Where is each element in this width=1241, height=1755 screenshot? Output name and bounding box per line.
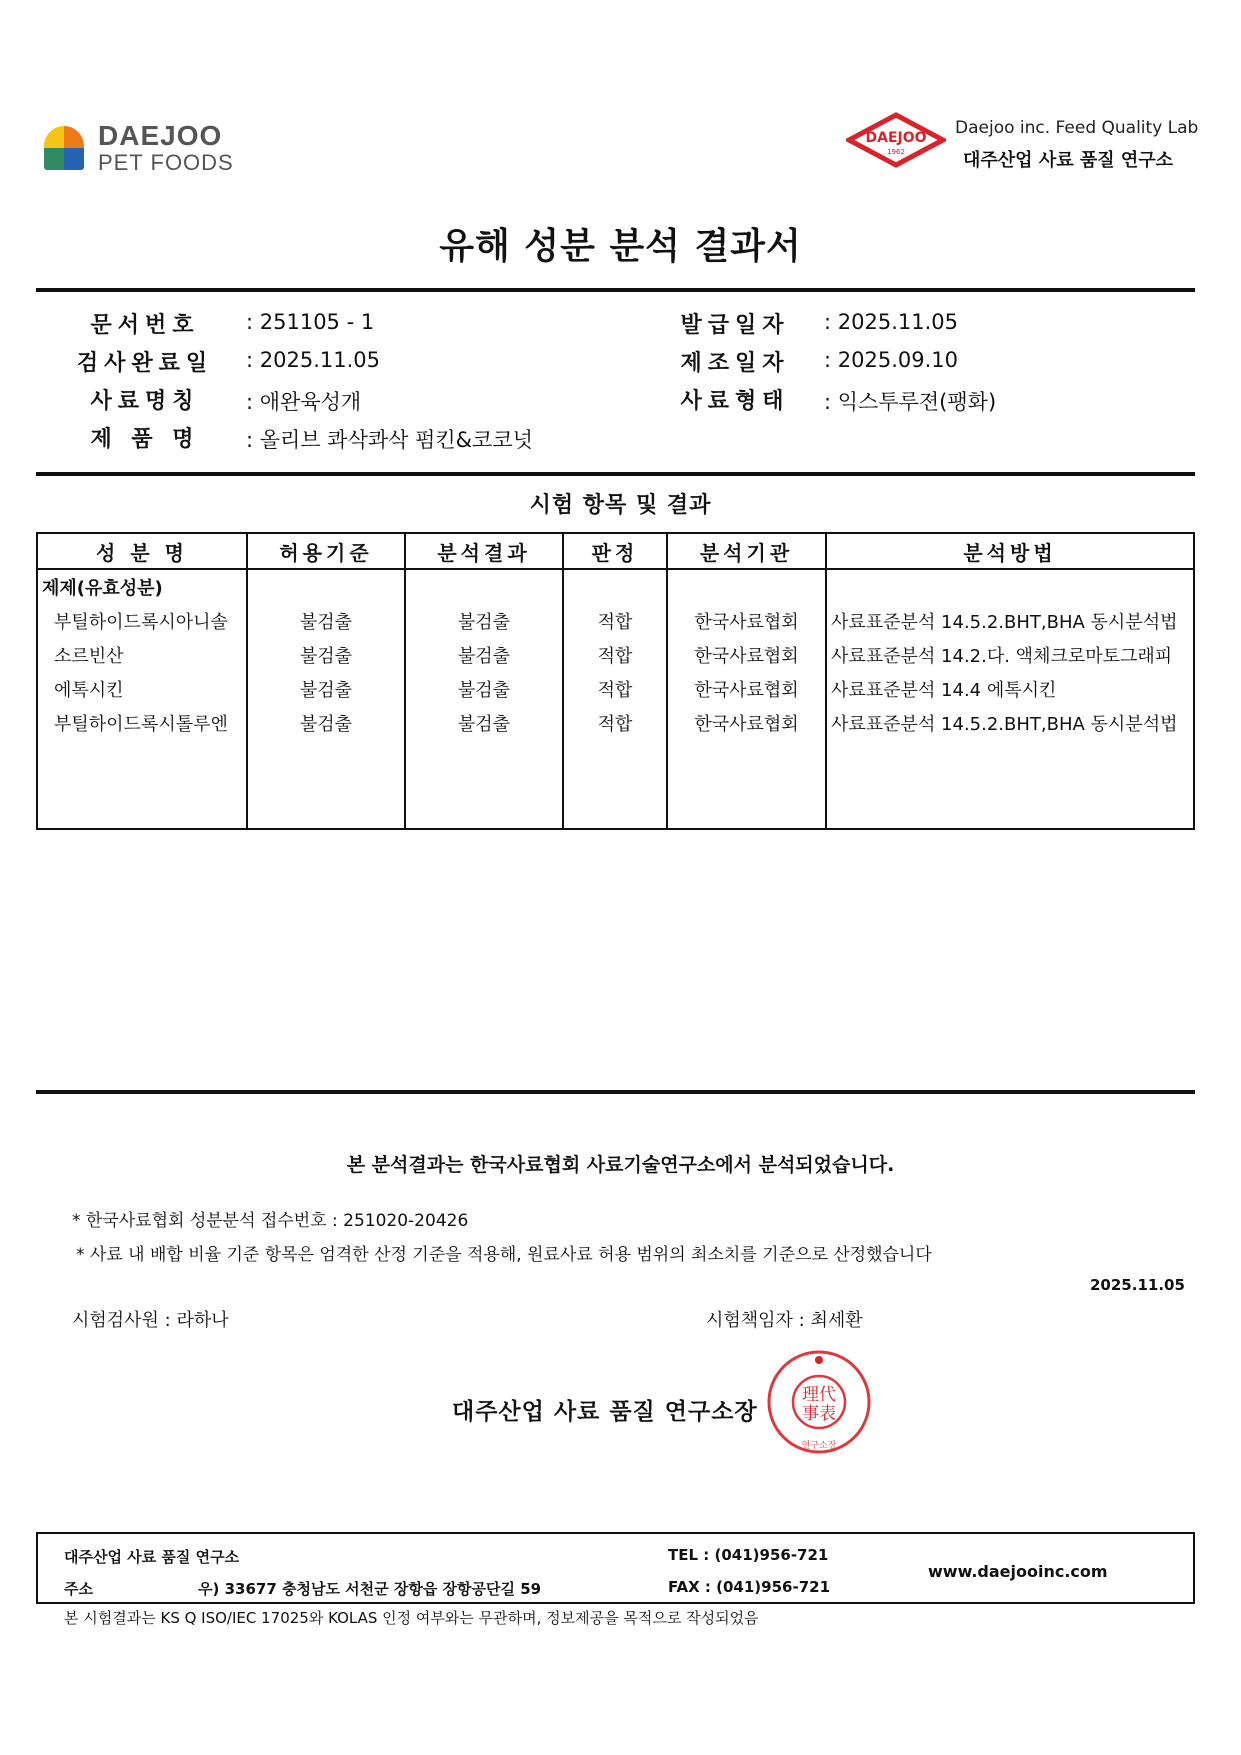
verdict-value: 적합 (563, 706, 667, 740)
result-value: 불검출 (405, 604, 563, 638)
footer-tel: TEL : (041)956-721 (668, 1546, 829, 1564)
note-receipt-number: * 한국사료협회 성분분석 접수번호 : 251020-20426 (72, 1211, 469, 1231)
limit-value: 불검출 (247, 638, 405, 672)
table-row (37, 706, 1194, 740)
col-header-limit: 허용기준 (247, 533, 405, 569)
verdict-value: 적합 (563, 672, 667, 706)
divider-meta-bottom (36, 472, 1195, 476)
meta-value-feed-name: : 애완육성개 (246, 390, 362, 414)
document-title: 유해 성분 분석 결과서 (439, 226, 802, 267)
divider-top (36, 288, 1195, 292)
table-row (37, 638, 1194, 672)
meta-value-doc-number: : 251105 - 1 (246, 310, 375, 334)
issue-date-footer: 2025.11.05 (1090, 1276, 1185, 1294)
svg-text:DAEJOO: DAEJOO (865, 130, 927, 146)
logo-green-quadrant (44, 148, 64, 170)
daejoo-lab-diamond-logo-icon (846, 112, 946, 168)
svg-text:1962: 1962 (887, 148, 905, 156)
svg-text:事表: 事表 (802, 1404, 836, 1424)
limit-value: 불검출 (247, 706, 405, 740)
meta-value-feed-form: : 익스투루젼(팽화) (824, 390, 997, 414)
supervisor-name: 시험책임자 : 최세환 (706, 1310, 863, 1331)
table-row (37, 604, 1194, 638)
method-value: 사료표준분석 14.2.다. 액체크로마토그래피 (826, 638, 1194, 672)
meta-label-manufacture-date: 제조일자 (680, 351, 790, 376)
daejoo-petfoods-logo-icon (44, 126, 84, 170)
official-seal-icon (765, 1348, 873, 1456)
category-label: 제제(유효성분) (37, 569, 247, 604)
table-header-row (37, 533, 1194, 569)
meta-value-inspection-complete-date: : 2025.11.05 (246, 348, 380, 372)
verdict-value: 적합 (563, 604, 667, 638)
meta-label-inspection-complete-date: 검사완료일 (76, 351, 214, 376)
limit-value: 불검출 (247, 672, 405, 706)
limit-value: 불검출 (247, 604, 405, 638)
meta-label-feed-name: 사료명칭 (90, 389, 200, 414)
footer-address: 우) 33677 충청남도 서천군 장항읍 장항공단길 59 (198, 1580, 542, 1598)
col-header-method: 분석방법 (826, 533, 1194, 569)
logo-yellow-quadrant (44, 126, 64, 148)
meta-label-product-name: 제 품 명 (90, 427, 200, 452)
col-header-agency: 분석기관 (667, 533, 826, 569)
table-row-category (37, 569, 1194, 604)
meta-label-doc-number: 문서번호 (90, 313, 200, 338)
result-value: 불검출 (405, 638, 563, 672)
results-section-title: 시험 항목 및 결과 (529, 493, 712, 518)
table-empty-row (37, 740, 1194, 829)
divider-lower (36, 1090, 1195, 1094)
director-title: 대주산업 사료 품질 연구소장 (452, 1399, 758, 1425)
brand-subtitle: PET FOODS (98, 150, 234, 175)
footer-fax: FAX : (041)956-721 (668, 1578, 831, 1596)
note-calculation-basis: * 사료 내 배합 비율 기준 항목은 엄격한 산정 기준을 적용해, 원료사료 허용 범위의 최소치를 기준으로 산정했습니다 (76, 1245, 932, 1265)
col-header-ingredient: 성 분 명 (37, 533, 247, 569)
analysis-statement: 본 분석결과는 한국사료협회 사료기술연구소에서 분석되었습니다. (346, 1154, 895, 1176)
meta-value-issue-date: : 2025.11.05 (824, 310, 958, 334)
result-value: 불검출 (405, 706, 563, 740)
logo-orange-quadrant (64, 126, 84, 148)
table-row (37, 672, 1194, 706)
ingredient-name: 소르빈산 (37, 638, 247, 672)
svg-text:理代: 理代 (802, 1385, 836, 1405)
lab-name-english: Daejoo inc. Feed Quality Lab (955, 118, 1199, 138)
col-header-result: 분석결과 (405, 533, 563, 569)
agency-value: 한국사료협회 (667, 706, 826, 740)
ingredient-name: 부틸하이드록시톨루엔 (37, 706, 247, 740)
method-value: 사료표준분석 14.4 에톡시킨 (826, 672, 1194, 706)
agency-value: 한국사료협회 (667, 604, 826, 638)
meta-value-product-name: : 올리브 콰삭콰삭 펌킨&코코넛 (246, 428, 533, 452)
results-table (36, 532, 1195, 830)
meta-label-issue-date: 발급일자 (680, 313, 790, 338)
ingredient-name: 부틸하이드록시아니솔 (37, 604, 247, 638)
ingredient-name: 에톡시킨 (37, 672, 247, 706)
method-value: 사료표준분석 14.5.2.BHT,BHA 동시분석법 (826, 604, 1194, 638)
inspector-name: 시험검사원 : 라하나 (72, 1310, 229, 1331)
agency-value: 한국사료협회 (667, 638, 826, 672)
meta-label-feed-form: 사료형태 (680, 389, 790, 414)
lab-name-korean: 대주산업 사료 품질 연구소 (963, 150, 1174, 171)
method-value: 사료표준분석 14.5.2.BHT,BHA 동시분석법 (826, 706, 1194, 740)
meta-value-manufacture-date: : 2025.09.10 (824, 348, 958, 372)
footer-disclaimer: 본 시험결과는 KS Q ISO/IEC 17025와 KOLAS 인정 여부와는 무관하며, 정보제공을 목적으로 작성되었음 (64, 1609, 759, 1627)
footer-address-label: 주소 (64, 1580, 93, 1598)
result-value: 불검출 (405, 672, 563, 706)
svg-text:연구소장: 연구소장 (801, 1441, 837, 1451)
col-header-verdict: 판정 (563, 533, 667, 569)
footer-org-name: 대주산업 사료 품질 연구소 (64, 1548, 240, 1566)
brand-name: DAEJOO (98, 120, 223, 151)
logo-blue-quadrant (64, 148, 84, 170)
agency-value: 한국사료협회 (667, 672, 826, 706)
footer-website-link[interactable]: www.daejooinc.com (928, 1562, 1108, 1581)
verdict-value: 적합 (563, 638, 667, 672)
